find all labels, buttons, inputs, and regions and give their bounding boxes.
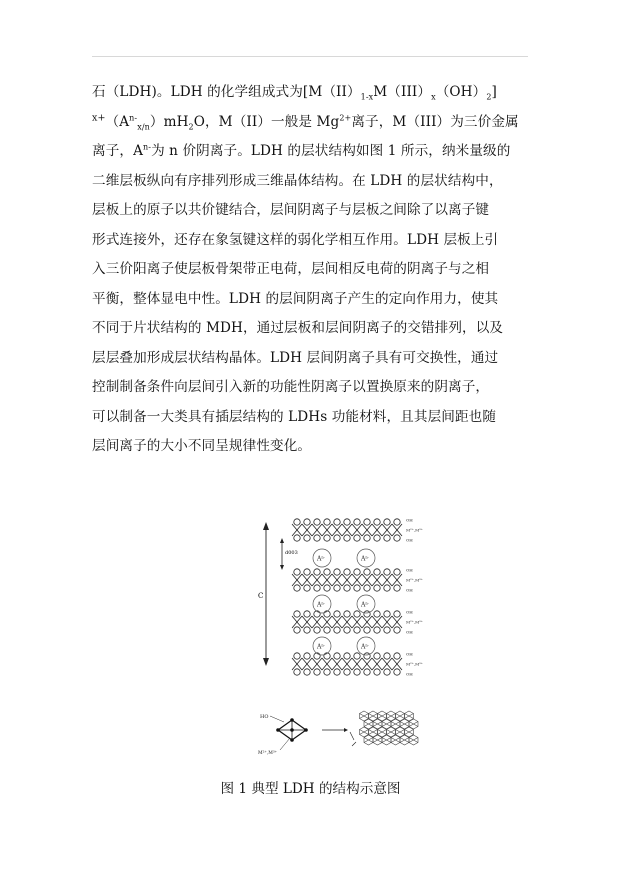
ho-label: HO xyxy=(260,714,269,720)
octahedron-vertex xyxy=(290,738,294,742)
metal-label: M²⁺,M³⁺ xyxy=(406,661,423,667)
octahedron-vertex xyxy=(290,728,294,732)
oh-atom xyxy=(334,519,340,525)
text-line: 入三价阳离子使层板骨架带正电荷，层间相反电荷的阴离子与之相 xyxy=(92,261,490,277)
metal-pointer xyxy=(280,738,290,750)
oh-atom xyxy=(374,669,380,675)
oh-atom xyxy=(344,585,350,591)
d003-arrow-up xyxy=(280,538,284,543)
c-axis-label: C xyxy=(258,592,264,600)
text-line: 层板上的原子以共价键结合，层间阴离子与层板之间除了以离子键 xyxy=(92,202,490,218)
layer-labels xyxy=(406,518,423,677)
oh-atom xyxy=(374,535,380,541)
oh-atom xyxy=(384,519,390,525)
oh-atom xyxy=(394,519,400,525)
to-sheet-arrowhead xyxy=(344,728,348,732)
oh-atom xyxy=(364,535,370,541)
oh-atom xyxy=(294,611,300,617)
oh-atom xyxy=(364,627,370,633)
oh-atom xyxy=(354,611,360,617)
oh-atom xyxy=(374,653,380,659)
metal-label: M²⁺,M³⁺ xyxy=(406,577,423,583)
oh-atom xyxy=(334,535,340,541)
c-axis-arrow-down xyxy=(263,658,269,666)
oh-atom xyxy=(374,627,380,633)
text-line: 可以制备一大类具有插层结构的 LDHs 功能材料，且其层间距也随 xyxy=(92,408,497,425)
oh-atom xyxy=(314,535,320,541)
figure-caption: 图 1 典型 LDH 的结构示意图 xyxy=(220,781,401,797)
oh-atom xyxy=(384,585,390,591)
oh-atom xyxy=(384,627,390,633)
oh-atom xyxy=(374,585,380,591)
oh-atom xyxy=(364,585,370,591)
oh-atom xyxy=(324,519,330,525)
oh-atom xyxy=(294,627,300,633)
oh-label: OH xyxy=(406,651,413,657)
oh-atom xyxy=(294,585,300,591)
oh-atom xyxy=(344,611,350,617)
oh-atom xyxy=(354,669,360,675)
oh-atom xyxy=(304,627,310,633)
c-axis-arrow-up xyxy=(263,522,269,530)
oh-atom xyxy=(344,519,350,525)
oh-atom xyxy=(334,611,340,617)
oh-atom xyxy=(354,627,360,633)
text-line: 形式连接外，还存在象氢键这样的弱化学相互作用。LDH 层板上引 xyxy=(92,231,499,248)
oh-atom xyxy=(344,627,350,633)
octahedron-vertex xyxy=(304,728,308,732)
oh-label: OH xyxy=(406,587,413,593)
anion-label: $A^{n-}$ xyxy=(317,601,325,609)
oh-atom xyxy=(324,585,330,591)
text-line: 层间离子的大小不同呈规律性变化。 xyxy=(92,438,312,454)
text-line: 不同于片状结构的 MDH，通过层板和层间阴离子的交错排列，以及 xyxy=(92,320,504,336)
oh-atom xyxy=(394,669,400,675)
oh-atom xyxy=(354,569,360,575)
oh-atom xyxy=(394,535,400,541)
oh-atom xyxy=(304,653,310,659)
metal-label: M²⁺,M³⁺ xyxy=(406,527,423,533)
oh-atom xyxy=(294,669,300,675)
oh-atom xyxy=(294,569,300,575)
oh-atom xyxy=(394,627,400,633)
oh-atom xyxy=(304,519,310,525)
oh-atom xyxy=(304,535,310,541)
d003-arrow-down xyxy=(280,565,284,570)
text-line: 层层叠加形成层状结构晶体。LDH 层间阴离子具有可交换性，通过 xyxy=(92,349,499,366)
anion-label: $A^{n-}$ xyxy=(317,643,325,651)
oh-label: OH xyxy=(406,629,413,635)
oh-atom xyxy=(354,585,360,591)
octahedron-vertex xyxy=(276,728,280,732)
text-line: 二维层板纵向有序排列形成三维晶体结构。在 LDH 的层状结构中， xyxy=(92,172,503,189)
oh-atom xyxy=(294,519,300,525)
oh-atom xyxy=(364,519,370,525)
oh-atom xyxy=(374,519,380,525)
oh-atom xyxy=(364,569,370,575)
oh-atom xyxy=(324,535,330,541)
ho-pointer xyxy=(270,716,284,722)
oh-atom xyxy=(344,669,350,675)
sheet-tick xyxy=(350,732,354,740)
oh-atom xyxy=(394,611,400,617)
oh-atom xyxy=(314,585,320,591)
metal-label: M²⁺,M³⁺ xyxy=(258,751,278,756)
oh-atom xyxy=(314,519,320,525)
text-line: 石（LDH)。LDH 的化学组成式为$[M(II)_{1-x}M(III)_x(OH)_2]$ xyxy=(92,84,497,102)
oh-atom xyxy=(374,569,380,575)
oh-label: OH xyxy=(406,671,413,677)
oh-atom xyxy=(344,535,350,541)
oh-atom xyxy=(354,535,360,541)
header-rule xyxy=(92,56,528,57)
oh-atom xyxy=(334,669,340,675)
octahedral-sheet xyxy=(360,711,419,745)
hydroxide-layers xyxy=(292,519,402,675)
oh-atom xyxy=(324,669,330,675)
oh-label: OH xyxy=(406,537,413,543)
oh-atom xyxy=(334,653,340,659)
anion-label: $A^{n-}$ xyxy=(361,555,369,563)
oh-atom xyxy=(384,653,390,659)
oh-atom xyxy=(354,653,360,659)
oh-atom xyxy=(334,569,340,575)
anion-label: $A^{n-}$ xyxy=(361,601,369,609)
oh-atom xyxy=(294,535,300,541)
oh-atom xyxy=(324,627,330,633)
ldh-structure-figure xyxy=(248,517,423,766)
oh-atom xyxy=(364,669,370,675)
oh-atom xyxy=(304,585,310,591)
oh-atom xyxy=(314,569,320,575)
oh-atom xyxy=(374,611,380,617)
anion-label: $A^{n-}$ xyxy=(361,643,369,651)
interlayer-anions xyxy=(313,549,375,655)
oh-atom xyxy=(314,669,320,675)
oh-atom xyxy=(334,585,340,591)
oh-atom xyxy=(384,669,390,675)
oh-atom xyxy=(354,519,360,525)
oh-atom xyxy=(364,611,370,617)
oh-atom xyxy=(384,611,390,617)
oh-atom xyxy=(344,653,350,659)
oh-atom xyxy=(384,569,390,575)
oh-atom xyxy=(294,653,300,659)
oh-atom xyxy=(364,653,370,659)
oh-atom xyxy=(394,569,400,575)
oh-atom xyxy=(304,611,310,617)
oh-atom xyxy=(394,653,400,659)
anion-label: $A^{n-}$ xyxy=(317,555,325,563)
text-line: 离子，$A^{n-}$为 n 价阴离子。LDH 的层状结构如图 1 所示，纳米量级的 xyxy=(92,142,511,159)
text-line: 平衡，整体显电中性。LDH 的层间阴离子产生的定向作用力，使其 xyxy=(92,290,499,307)
oh-label: OH xyxy=(406,567,413,573)
sheet-tick xyxy=(352,742,356,746)
octahedron-vertex xyxy=(290,718,294,722)
oh-atom xyxy=(334,627,340,633)
oh-atom xyxy=(304,569,310,575)
oh-atom xyxy=(324,569,330,575)
d003-label: d003 xyxy=(285,550,298,556)
oh-atom xyxy=(384,535,390,541)
text-line: 控制制备条件向层间引入新的功能性阴离子以置换原来的阴离子， xyxy=(92,379,490,395)
oh-label: OH xyxy=(406,609,413,615)
oh-label: OH xyxy=(406,517,413,523)
oh-atom xyxy=(344,569,350,575)
oh-atom xyxy=(304,669,310,675)
oh-atom xyxy=(314,627,320,633)
metal-label: M²⁺,M³⁺ xyxy=(406,619,423,625)
text-line: $^{x+}(A^{n-}_{x/n})mH_2O$，M（II）一般是 $Mg^{2+}$离子，M（III）为三价金属 xyxy=(92,111,519,132)
oh-atom xyxy=(394,585,400,591)
body-paragraph xyxy=(92,78,537,462)
